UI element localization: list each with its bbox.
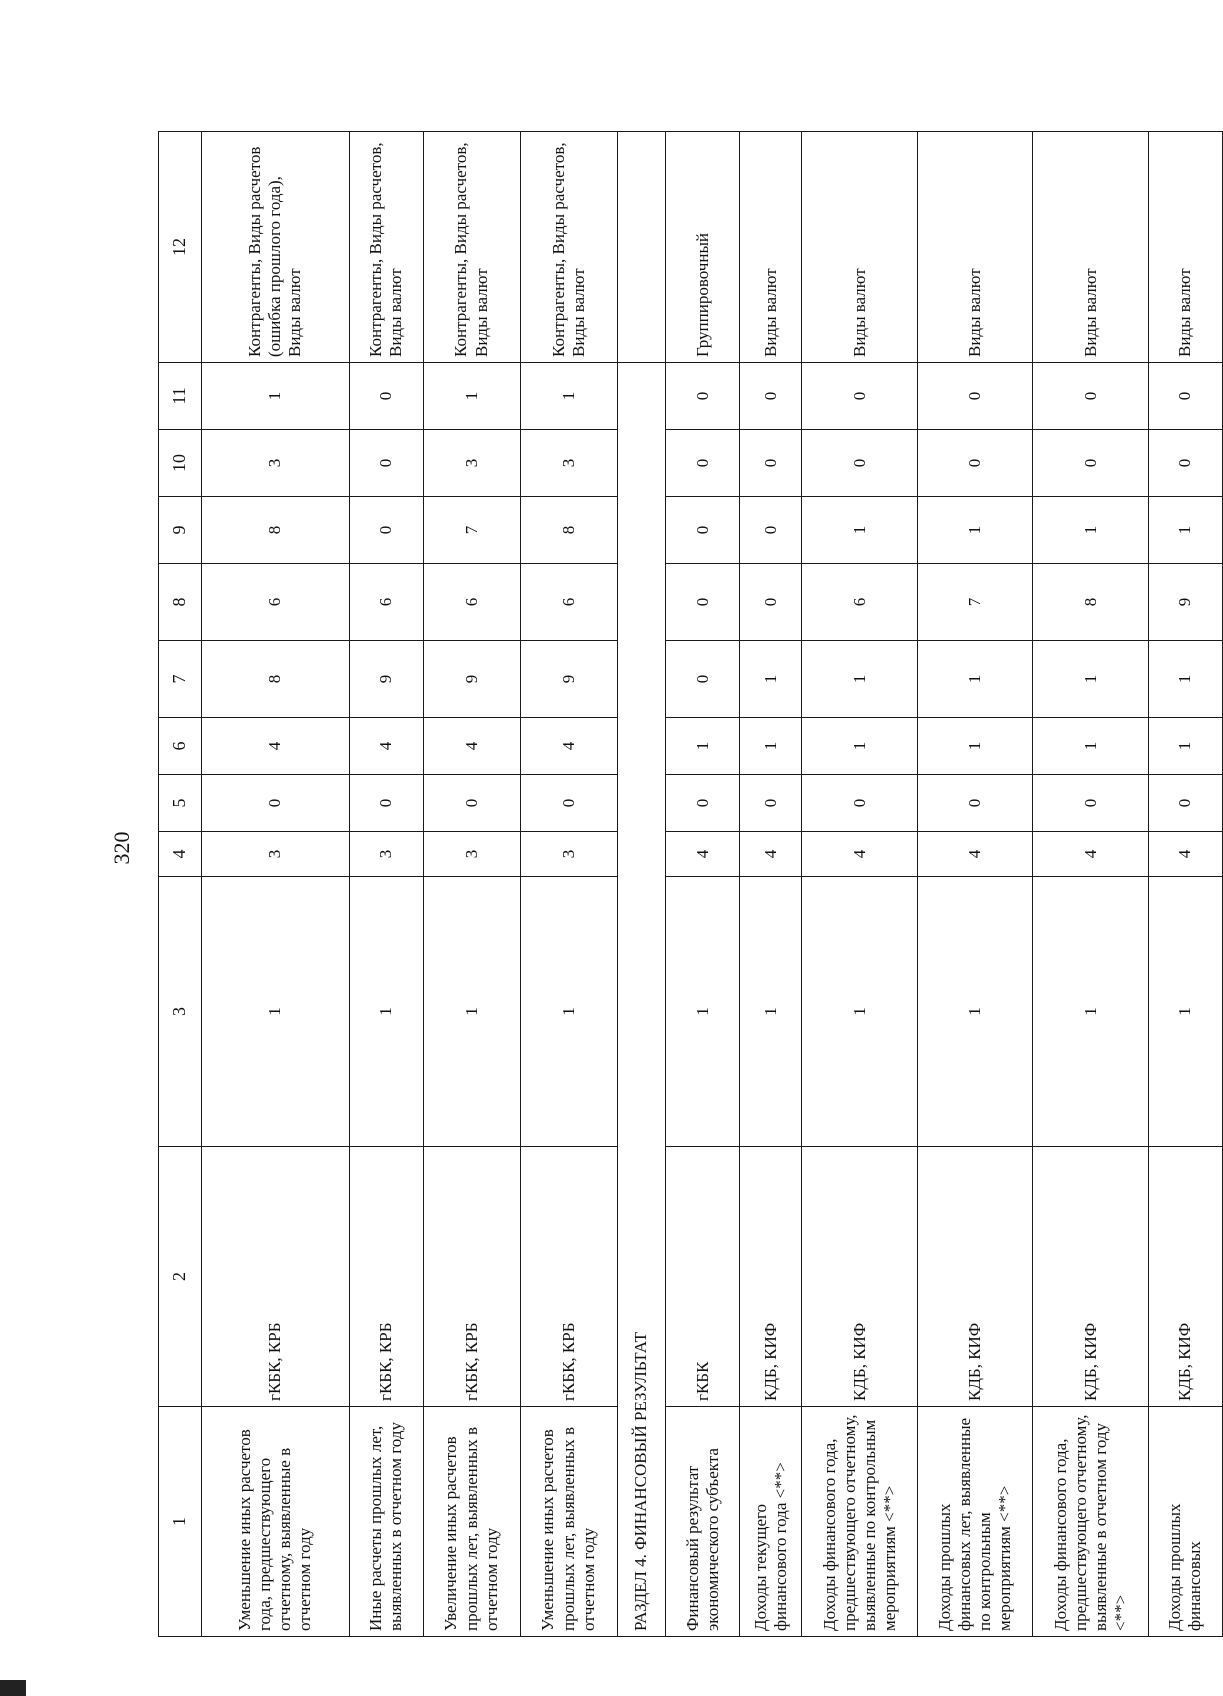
cell-col-4: 4 [1033,832,1149,877]
cell-col-3: 1 [666,877,740,1147]
cell-col-1: Финансовый результат экономического субъекта [666,1407,740,1637]
cell-col-12: Виды валют [802,132,918,363]
column-header-10: 10 [159,430,202,497]
cell-col-10: 0 [1148,430,1222,497]
cell-col-1: Доходы финансового года, предшествующего отчетному, выявленные в отчетном году <**> [1033,1407,1149,1637]
cell-col-6: 4 [423,718,520,775]
table-row [666,132,740,1637]
cell-col-10: 3 [201,430,349,497]
cell-col-2: гКБК, КРБ [423,1147,520,1407]
cell-col-3: 1 [423,877,520,1147]
cell-col-10: 0 [917,430,1033,497]
cell-col-7: 1 [1033,641,1149,718]
cell-col-11: 0 [740,363,802,430]
cell-col-1: Уменьшение иных расчетов прошлых лет, выявленных в отчетном году [520,1407,617,1637]
cell-col-8: 6 [423,564,520,641]
cell-col-3: 1 [1033,877,1149,1147]
cell-col-2: гКБК [666,1147,740,1407]
cell-col-6: 1 [802,718,918,775]
cell-col-2: КДБ, КИФ [917,1147,1033,1407]
cell-col-9: 1 [802,497,918,564]
table-row [740,132,802,1637]
cell-col-4: 3 [349,832,423,877]
section-empty-cell [617,132,666,363]
cell-col-9: 0 [666,497,740,564]
cell-col-6: 1 [917,718,1033,775]
cell-col-11: 0 [1033,363,1149,430]
cell-col-11: 0 [917,363,1033,430]
account-table [158,131,1223,1637]
table-row [349,132,423,1637]
cell-col-5: 0 [666,775,740,832]
cell-col-12: Виды валют [917,132,1033,363]
column-header-11: 11 [159,363,202,430]
cell-col-6: 4 [520,718,617,775]
cell-col-11: 0 [802,363,918,430]
cell-col-5: 0 [423,775,520,832]
cell-col-8: 6 [520,564,617,641]
cell-col-5: 0 [349,775,423,832]
cell-col-12: Виды валют [740,132,802,363]
cell-col-3: 1 [1148,877,1222,1147]
cell-col-9: 1 [917,497,1033,564]
cell-col-12: Группировочный [666,132,740,363]
cell-col-7: 0 [666,641,740,718]
cell-col-5: 0 [201,775,349,832]
cell-col-9: 1 [1148,497,1222,564]
cell-col-9: 0 [740,497,802,564]
cell-col-10: 0 [1033,430,1149,497]
cell-col-8: 8 [1033,564,1149,641]
scan-mark [0,1680,26,1696]
cell-col-6: 1 [1148,718,1222,775]
cell-col-9: 7 [423,497,520,564]
table-row [520,132,617,1637]
cell-col-8: 9 [1148,564,1222,641]
column-header-7: 7 [159,641,202,718]
cell-col-6: 1 [666,718,740,775]
cell-col-5: 0 [917,775,1033,832]
cell-col-9: 8 [520,497,617,564]
cell-col-7: 9 [520,641,617,718]
cell-col-9: 1 [1033,497,1149,564]
cell-col-9: 8 [201,497,349,564]
cell-col-9: 0 [349,497,423,564]
cell-col-3: 1 [349,877,423,1147]
cell-col-3: 1 [201,877,349,1147]
table-row [802,132,918,1637]
column-header-3: 3 [159,877,202,1147]
cell-col-8: 0 [666,564,740,641]
cell-col-8: 6 [201,564,349,641]
cell-col-11: 0 [1148,363,1222,430]
cell-col-4: 4 [740,832,802,877]
cell-col-10: 0 [666,430,740,497]
cell-col-3: 1 [917,877,1033,1147]
header-row [159,132,202,1637]
cell-col-2: КДБ, КИФ [1033,1147,1149,1407]
section-row [617,132,666,1637]
cell-col-8: 7 [917,564,1033,641]
cell-col-7: 1 [917,641,1033,718]
cell-col-11: 1 [423,363,520,430]
cell-col-12: Контрагенты, Виды расчетов, Виды валют [423,132,520,363]
cell-col-11: 0 [666,363,740,430]
cell-col-3: 1 [520,877,617,1147]
cell-col-6: 1 [1033,718,1149,775]
cell-col-11: 1 [201,363,349,430]
cell-col-4: 4 [1148,832,1222,877]
cell-col-8: 6 [349,564,423,641]
cell-col-4: 4 [917,832,1033,877]
table-row [1148,132,1222,1637]
cell-col-12: Виды валют [1148,132,1222,363]
column-header-5: 5 [159,775,202,832]
cell-col-7: 8 [201,641,349,718]
cell-col-2: гКБК, КРБ [349,1147,423,1407]
rotated-table-container [158,132,1223,1637]
cell-col-3: 1 [740,877,802,1147]
cell-col-2: гКБК, КРБ [201,1147,349,1407]
cell-col-1: Увеличение иных расчетов прошлых лет, выявленных в отчетном году [423,1407,520,1637]
cell-col-4: 3 [201,832,349,877]
table-row [1033,132,1149,1637]
column-header-9: 9 [159,497,202,564]
cell-col-1: Иные расчеты прошлых лет, выявленных в отчетном году [349,1407,423,1637]
cell-col-7: 9 [423,641,520,718]
table-body [159,132,1223,1637]
cell-col-5: 0 [740,775,802,832]
cell-col-11: 1 [520,363,617,430]
table-row [917,132,1033,1637]
cell-col-12: Контрагенты, Виды расчетов, Виды валют [349,132,423,363]
cell-col-2: КДБ, КИФ [802,1147,918,1407]
cell-col-10: 3 [520,430,617,497]
cell-col-4: 3 [423,832,520,877]
cell-col-5: 0 [1148,775,1222,832]
column-header-12: 12 [159,132,202,363]
cell-col-1: Доходы прошлых финансовых лет, выявленные по контрольным мероприятиям <**> [917,1407,1033,1637]
column-header-4: 4 [159,832,202,877]
cell-col-1: Доходы текущего финансового года <**> [740,1407,802,1637]
cell-col-8: 6 [802,564,918,641]
cell-col-5: 0 [1033,775,1149,832]
cell-col-7: 1 [802,641,918,718]
cell-col-1: Уменьшение иных расчетов года, предшествующего отчетному, выявленные в отчетном году [201,1407,349,1637]
cell-col-5: 0 [520,775,617,832]
page-number: 320 [109,831,134,865]
table-row [201,132,349,1637]
cell-col-4: 3 [520,832,617,877]
cell-col-5: 0 [802,775,918,832]
column-header-1: 1 [159,1407,202,1637]
cell-col-6: 4 [201,718,349,775]
cell-col-2: КДБ, КИФ [740,1147,802,1407]
cell-col-6: 1 [740,718,802,775]
cell-col-12: Виды валют [1033,132,1149,363]
cell-col-10: 0 [802,430,918,497]
cell-col-12: Контрагенты, Виды расчетов (ошибка прошлого года), Виды валют [201,132,349,363]
cell-col-12: Контрагенты, Виды расчетов, Виды валют [520,132,617,363]
cell-col-8: 0 [740,564,802,641]
cell-col-6: 4 [349,718,423,775]
cell-col-1: Доходы финансового года, предшествующего отчетному, выявленные по контрольным мероприятиям <**> [802,1407,918,1637]
cell-col-1: Доходы прошлых финансовых [1148,1407,1222,1637]
cell-col-7: 9 [349,641,423,718]
cell-col-2: КДБ, КИФ [1148,1147,1222,1407]
section-title: РАЗДЕЛ 4. ФИНАНСОВЫЙ РЕЗУЛЬТАТ [617,363,666,1637]
column-header-6: 6 [159,718,202,775]
table-row [423,132,520,1637]
cell-col-2: гКБК, КРБ [520,1147,617,1407]
cell-col-10: 0 [740,430,802,497]
cell-col-10: 3 [423,430,520,497]
cell-col-3: 1 [802,877,918,1147]
cell-col-11: 0 [349,363,423,430]
cell-col-10: 0 [349,430,423,497]
column-header-2: 2 [159,1147,202,1407]
cell-col-7: 1 [740,641,802,718]
column-header-8: 8 [159,564,202,641]
cell-col-7: 1 [1148,641,1222,718]
cell-col-4: 4 [666,832,740,877]
cell-col-4: 4 [802,832,918,877]
